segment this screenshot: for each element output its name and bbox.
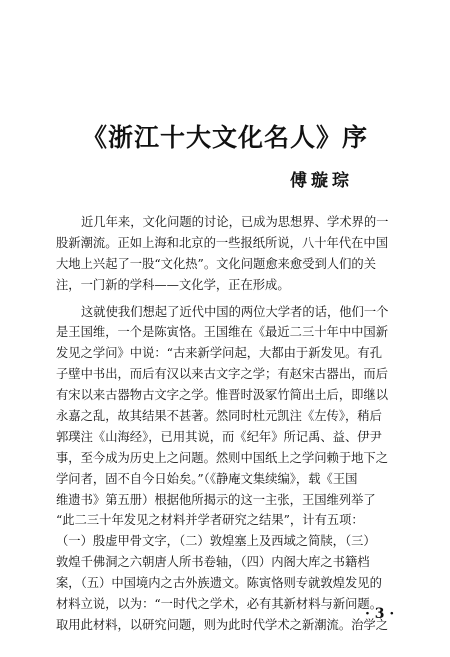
- paragraph-1: [56, 212, 402, 296]
- text-line: （一）殷虚甲骨文字，（二）敦煌塞上及西域之简牍，（三）: [56, 534, 376, 549]
- text-line: 大地上兴起了一股“文化热”。文化问题愈来愈受到人们的关: [56, 256, 376, 271]
- text-line: “此二三十年发见之材料并学者研究之结果”，计有五项：: [56, 513, 364, 528]
- text-line: 事，至今成为历史上之问题。然则中国纸上之学问赖于地下之: [56, 450, 389, 465]
- text-line: 是王国维，一个是陈寅恪。王国维在《最近二三十年中中国新: [56, 325, 389, 340]
- text-line: 取用此材料，以研究问题，则为此时代学术之新潮流。治学之: [56, 617, 389, 632]
- text-line: 注，一门新的学科——文化学，正在形成。: [56, 277, 290, 292]
- text-line: 近几年来，文化问题的讨论，已成为思想界、学术界的一: [81, 215, 389, 229]
- text-line: 发见之学问》中说：“古来新学问起，大都由于新发见。有孔: [56, 346, 383, 361]
- author: 傅璇琮: [290, 171, 353, 191]
- paragraph-2: [56, 302, 402, 636]
- text-line: 维遗书》第五册）根据他所揭示的这一主张，王国维列举了: [56, 492, 376, 507]
- title: 《浙江十大文化名人》序: [81, 123, 368, 152]
- text-line: 案，（五）中国境内之古外族遗文。陈寅恪则专就敦煌发见的: [56, 576, 382, 591]
- text-line: 敦煌千佛洞之六朝唐人所书卷轴，（四）内阁大库之书籍档: [56, 555, 370, 570]
- body-text: [56, 212, 402, 636]
- text-line: 永嘉之乱，故其结果不甚著。然同时杜元凯注《左传》，稍后: [56, 409, 382, 424]
- text-line: 郭璞注《山海经》，已用其说，而《纪年》所记禹、益、伊尹: [56, 429, 382, 444]
- text-line: 股新潮流。正如上海和北京的一些报纸所说，八十年代在中国: [56, 235, 389, 250]
- text-line: 子壁中书出，而后有汉以来古文字之学；有赵宋古器出，而后: [56, 367, 389, 382]
- text-line: 这就使我们想起了近代中国的两位大学者的话，他们一个: [81, 304, 389, 319]
- page-number: · 3 ·: [365, 606, 395, 622]
- text-line: 材料立说，以为：“一时代之学术，必有其新材料与新问题。: [56, 597, 383, 612]
- text-line: 有宋以来古器物古文字之学。惟晋时汲冢竹简出土后，即继以: [56, 388, 389, 403]
- text-line: 学问者，固不自今日始矣。”（《静庵文集续编》，载《王国: [56, 471, 358, 486]
